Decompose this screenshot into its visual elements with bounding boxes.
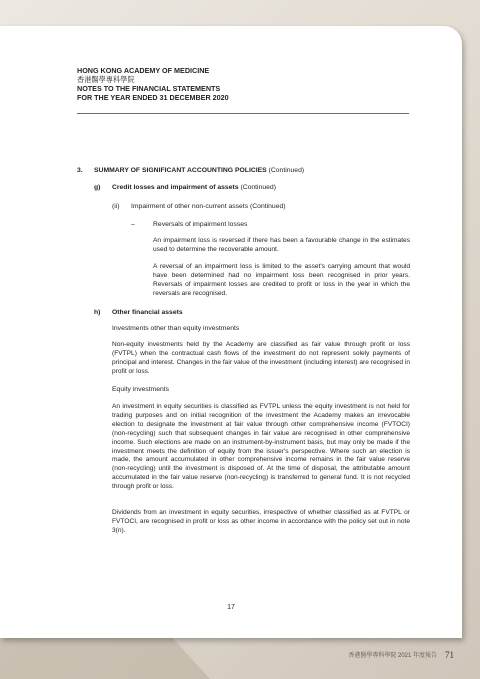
section-title: SUMMARY OF SIGNIFICANT ACCOUNTING POLICIES [94,167,267,174]
subsection-g-heading [112,183,276,192]
equity-subheading: Equity investments [112,386,170,393]
annual-report-title: 香港醫學專科學院 2021 年度報告 [348,653,437,659]
subsection-h-title: Other financial assets [112,309,183,316]
item-ii-title: Impairment of other non-current assets (Continued) [131,203,286,210]
reversals-title: Reversals of impairment losses [153,221,248,228]
non-equity-subheading: Investments other than equity investments [112,325,240,332]
section-heading [94,166,304,175]
equity-paragraph: An investment in equity securities is classified as FVTPL unless the equity investment is not held for trading purposes and on initial recognition of the investment the Academy makes an irrevocable election to designate the investment at fair value through other comprehensive income (FVTOCI) (non-recycling) such that subsequent changes in fair value are recognised in other comprehensive income. Such elections are made on an instrument-by-instrument basis, but may only be made if the investment meets the definition of equity from the issuer's perspective. Where such an election is made, the amount accumulated in other comprehensive income remains in the fair value reserve (non-recycling) until the investment is disposed of. At the time of disposal, the attributable amount accumulated in the fair value reserve (non-recycling) is transferred to general fund. It is not recycled through profit or loss. [112,403,410,491]
item-ii-label: (ii) [112,203,120,210]
org-name-zh: 香港醫學專科學院 [77,75,135,84]
header-rule [77,113,409,114]
notes-title: NOTES TO THE FINANCIAL STATEMENTS [77,84,221,93]
section-continued: (Continued) [268,167,305,174]
subsection-g-continued: (Continued) [240,184,276,191]
section-number: 3. [77,167,83,174]
subsection-g-label: g) [94,184,101,191]
period-title: FOR THE YEAR ENDED 31 DECEMBER 2020 [77,93,229,102]
dividends-paragraph: Dividends from an investment in equity securities, irrespective of whether classified as at FVTPL or FVTOCI, are recognised in profit or loss as other income in accordance with the policy set out in note 3(n). [112,509,410,534]
non-equity-paragraph: Non-equity investments held by the Academy are classified as fair value through profit or loss (FVTPL) when the contractual cash flows of the investment do not represent solely payments of principal and interest. Changes in the fair value of the investment (including interest) are recognised in profit or loss. [112,341,410,375]
report-footer [348,650,454,660]
footer-page-number: 71 [445,650,454,660]
subsection-h-label: h) [94,309,101,316]
subsection-g-title: Credit losses and impairment of assets [112,184,239,191]
reversal-paragraph-1: An impairment loss is reversed if there has been a favourable change in the estimates used to determine the recoverable amount. [153,237,410,253]
dash-bullet: – [131,221,135,228]
inner-page-number: 17 [227,604,235,611]
report-header [77,66,229,102]
org-name-en: HONG KONG ACADEMY OF MEDICINE [77,66,210,75]
reversal-paragraph-2: A reversal of an impairment loss is limited to the asset's carrying amount that would have been determined had no impairment loss been recognised in prior years. Reversals of impairment losses are credited to profit or loss in the year in which the reversals are recognised. [153,263,410,297]
document-content [0,26,462,638]
document-sheet [0,26,462,638]
